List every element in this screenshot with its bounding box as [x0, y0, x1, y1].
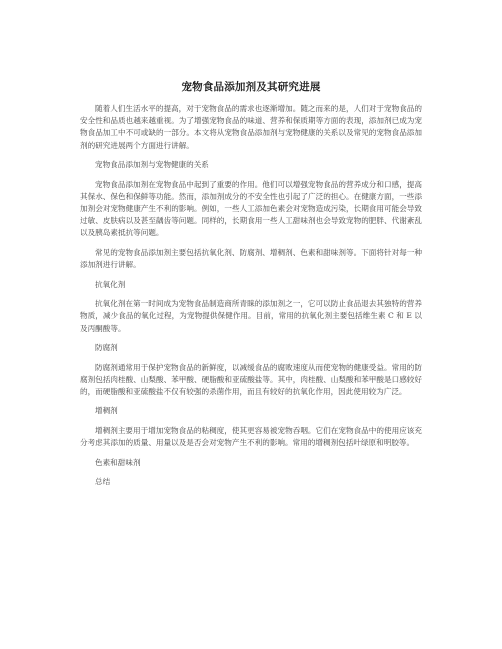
block-gap — [80, 240, 422, 247]
body-paragraph: 随着人们生活水平的提高，对于宠物食品的需求也逐渐增加。随之而来的是，人们对于宠物食品的安全性和品质也越来越重视。为了增强宠物食品的味道、营养和保质期等方面的表现，添加剂已成为宠物食品加工中不可或缺的一部分。本文将从宠物食品添加剂与宠物健康的关系以及常见的宠物食品添加剂的研究进展两个方面进行讲解。 — [80, 104, 422, 150]
section-heading: 抗氧化剂 — [95, 279, 126, 289]
section-heading: 防腐剂 — [95, 343, 118, 353]
section-heading: 色素和甜味剂 — [95, 457, 141, 467]
section-heading: 增稠剂 — [95, 406, 118, 416]
body-paragraph: 常见的宠物食品添加剂主要包括抗氧化剂、防腐剂、增稠剂、色素和甜味剂等。下面将针对每一种添加剂进行讲解。 — [80, 247, 422, 270]
section-heading: 总结 — [95, 477, 111, 487]
block-gap — [80, 469, 422, 476]
block-gap — [80, 152, 422, 159]
block-gap — [80, 449, 422, 456]
block-gap — [80, 335, 422, 342]
body-paragraph: 宠物食品添加剂在宠物食品中起到了重要的作用。他们可以增强宠物食品的营养成分和口感，提高其保水、保色和保鲜等功能。然而，添加剂成分的不安全性也引起了广泛的担心。在健康方面，一些添加剂会对宠物健康产生不利的影响。例如，一些人工添加色素会对宠物造成污染，长期食用可能会导致过敏、皮肤病以及甚至龋齿等问题。同样的，长期食用一些人工甜味剂也会导致宠物的肥胖、代谢紊乱以及胰岛素抵抗等问题。 — [80, 179, 422, 238]
section-heading: 宠物食品添加剂与宠物健康的关系 — [95, 160, 209, 170]
document-title: 宠物食品添加剂及其研究进展 — [181, 81, 321, 93]
body-paragraph: 增稠剂主要用于增加宠物食品的粘稠度，使其更容易被宠物吞咽。它们在宠物食品中的使用应该充分考虑其添加的质量、用量以及是否会对宠物产生不利的影响。常用的增稠剂包括叶绿原和明胶等。 — [80, 425, 422, 448]
body-paragraph: 抗氧化剂在第一时间成为宠物食品制造商所青睐的添加剂之一，它可以防止食品退去其独特的营养物质，减少食品的氧化过程，为宠物提供保健作用。目前，常用的抗氧化剂主要包括维生素 C 和 E 以及丙酮酸等。 — [80, 299, 422, 333]
block-gap — [80, 418, 422, 425]
document-body — [80, 103, 422, 488]
block-gap — [80, 271, 422, 278]
body-paragraph: 防腐剂通常用于保护宠物食品的新鲜度，以减缓食品的腐败速度从而使宠物的健康受益。常用的防腐剂包括肉桂酸、山梨酸、苯甲酸、硬脂酸和亚硫酸盐等。其中，肉桂酸、山梨酸和苯甲酸是口感较好的，而硬脂酸和亚硫酸盐不仅有较强的杀菌作用，而且有较好的抗氧化作用，因此使用较为广泛。 — [80, 362, 422, 396]
block-gap — [80, 398, 422, 405]
block-gap — [80, 291, 422, 298]
block-gap — [80, 354, 422, 361]
block-gap — [80, 171, 422, 178]
